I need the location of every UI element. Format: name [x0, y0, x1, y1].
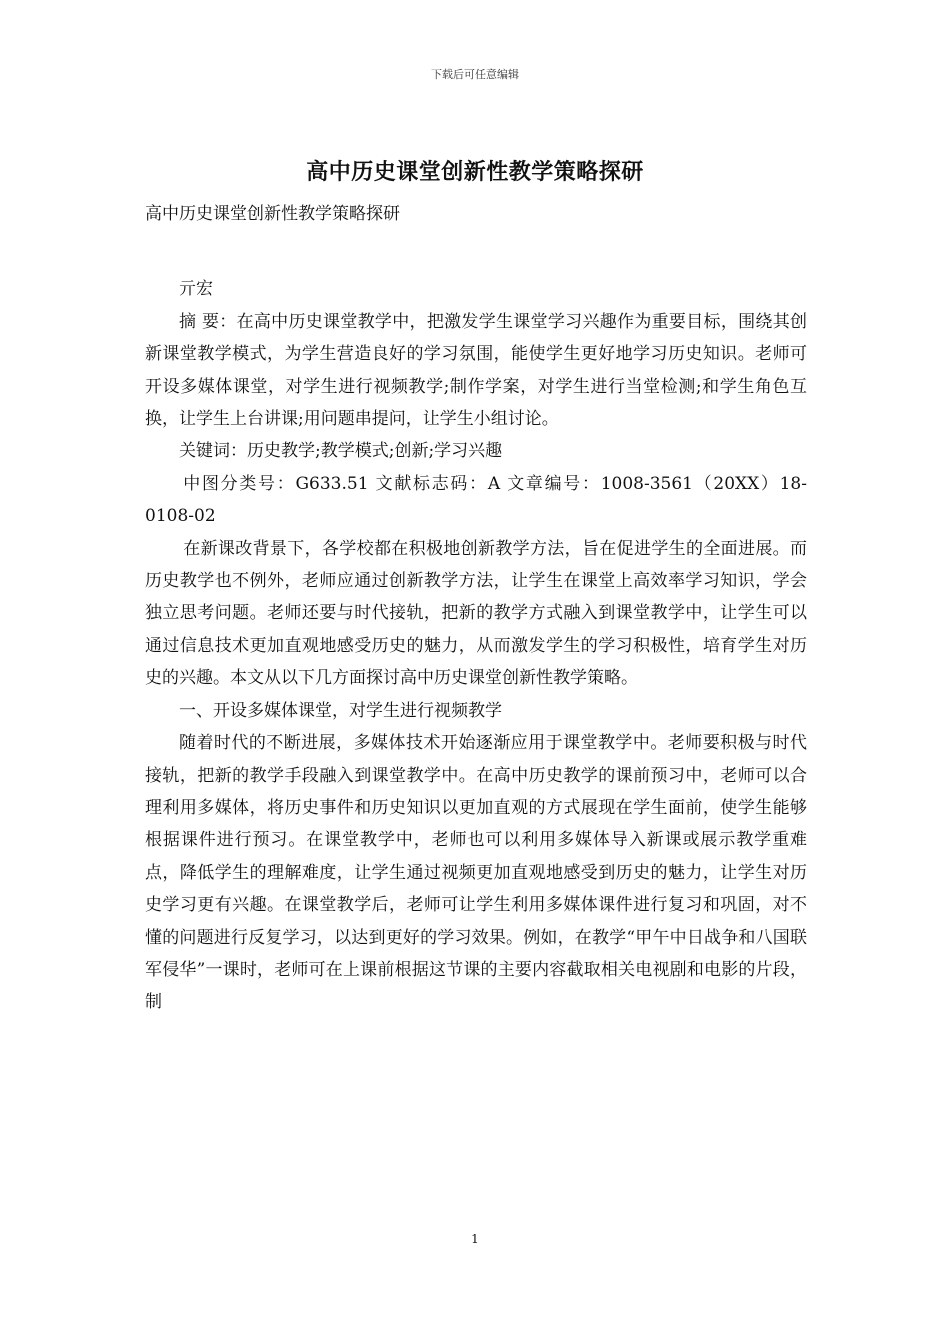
spacer [145, 230, 807, 273]
classification-line: 中图分类号：G633.51 文献标志码：A 文章编号：1008-3561（20XX）18-0108-02 [145, 473, 807, 527]
page-header-note: 下载后可任意编辑 [431, 68, 519, 81]
abstract-paragraph: 摘 要：在高中历史课堂教学中，把激发学生课堂学习兴趣作为重要目标，围绕其创新课堂教学模式，为学生营造良好的学习氛围，能使学生更好地学习历史知识。老师可开设多媒体课堂，对学生进行视频教学;制作学案，对学生进行当堂检测;和学生角色互换，让学生上台讲课;用问题串提问，让学生小组讨论。 [145, 311, 807, 430]
keywords-line: 关键词：历史教学;教学模式;创新;学习兴趣 [179, 441, 503, 462]
document-title: 高中历史课堂创新性教学策略探研 [306, 159, 644, 185]
document-subtitle: 高中历史课堂创新性教学策略探研 [145, 204, 400, 224]
section-heading: 一、开设多媒体课堂，对学生进行视频教学 [179, 700, 502, 721]
document-body [145, 198, 807, 1019]
section-body-paragraph: 随着时代的不断进展，多媒体技术开始逐渐应用于课堂教学中。老师要积极与时代接轨，把新的教学手段融入到课堂教学中。在高中历史教学的课前预习中，老师可以合理利用多媒体，将历史事件和历史知识以更加直观的方式展现在学生面前，使学生能够根据课件进行预习。在课堂教学中，老师也可以利用多媒体导入新课或展示教学重难点，降低学生的理解难度，让学生通过视频更加直观地感受到历史的魅力，让学生对历史学习更有兴趣。在课堂教学后，老师可让学生利用多媒体课件进行复习和巩固，对不懂的问题进行反复学习，以达到更好的学习效果。例如，在教学“甲午中日战争和八国联军侵华”一课时，老师可在上课前根据这节课的主要内容截取相关电视剧和电影的片段，制 [145, 733, 807, 1013]
intro-paragraph: 在新课改背景下，各学校都在积极地创新教学方法，旨在促进学生的全面进展。而历史教学也不例外，老师应通过创新教学方法，让学生在课堂上高效率学习知识，学会独立思考问题。老师还要与时代接轨，把新的教学方式融入到课堂教学中，让学生可以通过信息技术更加直观地感受历史的魅力，从而激发学生的学习积极性，培育学生对历史的兴趣。本文从以下几方面探讨高中历史课堂创新性教学策略。 [145, 538, 807, 689]
author-name: 亓宏 [179, 279, 213, 300]
page-number: 1 [471, 1232, 479, 1246]
